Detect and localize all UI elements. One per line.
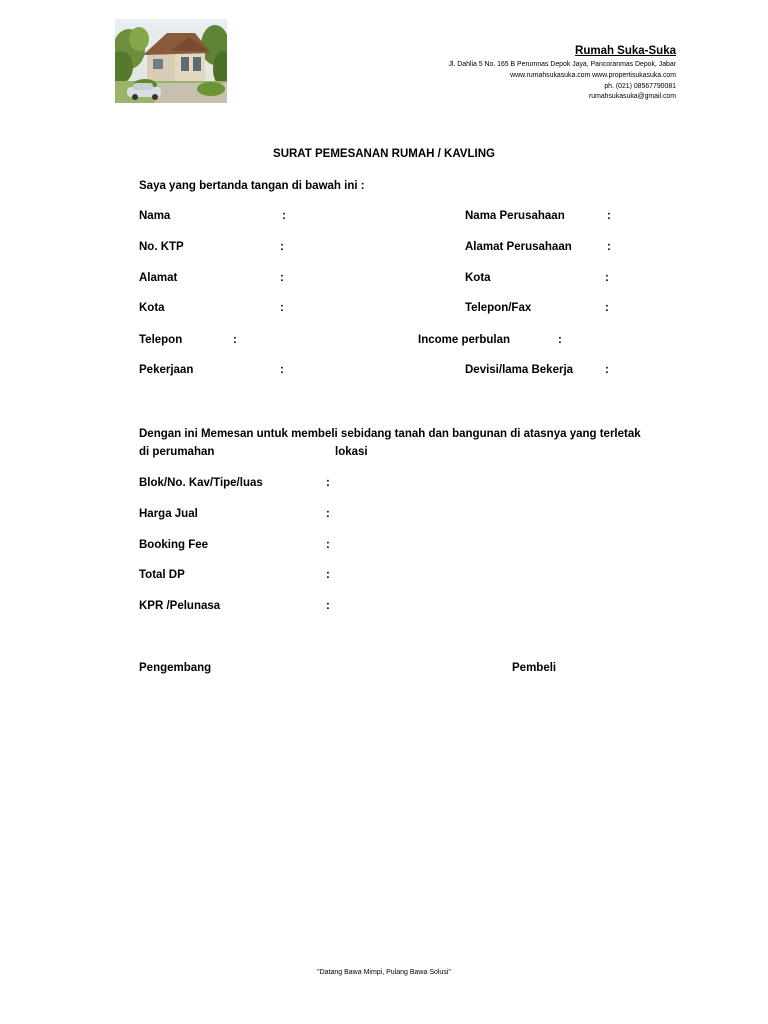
field-colon: :	[282, 210, 286, 222]
field-colon: :	[280, 302, 284, 314]
field-label-blok: Blok/No. Kav/Tipe/luas	[139, 477, 263, 489]
field-label-total-dp: Total DP	[139, 569, 185, 581]
field-colon: :	[607, 210, 611, 222]
house-photo-icon	[115, 19, 227, 103]
paragraph-perumahan: di perumahan	[139, 446, 215, 458]
field-label-kpr: KPR /Pelunasa	[139, 600, 221, 612]
field-label-telepon: Telepon	[139, 334, 183, 346]
field-colon: :	[326, 477, 330, 489]
field-colon: :	[233, 334, 237, 346]
document-title: SURAT PEMESANAN RUMAH / KAVLING	[273, 148, 495, 160]
field-label-alamat-perusahaan: Alamat Perusahaan	[465, 241, 572, 253]
footer-motto: "Datang Bawa Mimpi, Pulang Bawa Solusi"	[317, 969, 451, 976]
field-colon: :	[605, 272, 609, 284]
company-websites: www.rumahsukasuka.com www.propertisukasuka.com	[510, 71, 676, 79]
field-label-devisi: Devisi/lama Bekerja	[465, 364, 574, 376]
field-colon: :	[607, 241, 611, 253]
signature-pengembang: Pengembang	[139, 662, 212, 674]
field-label-pekerjaan: Pekerjaan	[139, 364, 194, 376]
field-colon: :	[326, 539, 330, 551]
intro-text: Saya yang bertanda tangan di bawah ini :	[139, 180, 365, 192]
field-colon: :	[280, 241, 284, 253]
order-paragraph	[139, 425, 684, 461]
paragraph-lokasi: lokasi	[335, 446, 368, 458]
signature-pembeli: Pembeli	[512, 662, 557, 674]
field-label-booking-fee: Booking Fee	[139, 539, 209, 551]
company-email: rumahsukasuka@gmail.com	[588, 93, 676, 101]
field-colon: :	[605, 364, 609, 376]
field-colon: :	[605, 302, 609, 314]
field-label-harga-jual: Harga Jual	[139, 508, 198, 520]
company-name: Rumah Suka-Suka	[575, 45, 676, 57]
paragraph-line-1: Dengan ini Memesan untuk membeli sebidang tanah dan bangunan di atasnya yang terletak	[139, 428, 641, 440]
field-colon: :	[280, 364, 284, 376]
field-colon: :	[280, 272, 284, 284]
company-phone: ph. (021) 08567790081	[604, 82, 676, 90]
field-colon: :	[326, 569, 330, 581]
field-label-ktp: No. KTP	[139, 241, 184, 253]
field-label-telepon-fax: Telepon/Fax	[465, 302, 532, 314]
field-colon: :	[558, 334, 562, 346]
company-address: Jl. Dahlia 5 No. 165 B Perumnas Depok Jaya, Pancoranmas Depok, Jabar	[448, 61, 676, 68]
field-colon: :	[326, 508, 330, 520]
company-info	[346, 43, 676, 103]
field-label-income: Income perbulan	[418, 334, 511, 346]
paragraph-line-2	[139, 443, 684, 461]
field-label-kota: Kota	[139, 302, 165, 314]
field-label-nama: Nama	[139, 210, 171, 222]
field-colon: :	[326, 600, 330, 612]
field-label-kota-perusahaan: Kota	[465, 272, 491, 284]
field-label-alamat: Alamat	[139, 272, 178, 284]
field-label-nama-perusahaan: Nama Perusahaan	[465, 210, 565, 222]
